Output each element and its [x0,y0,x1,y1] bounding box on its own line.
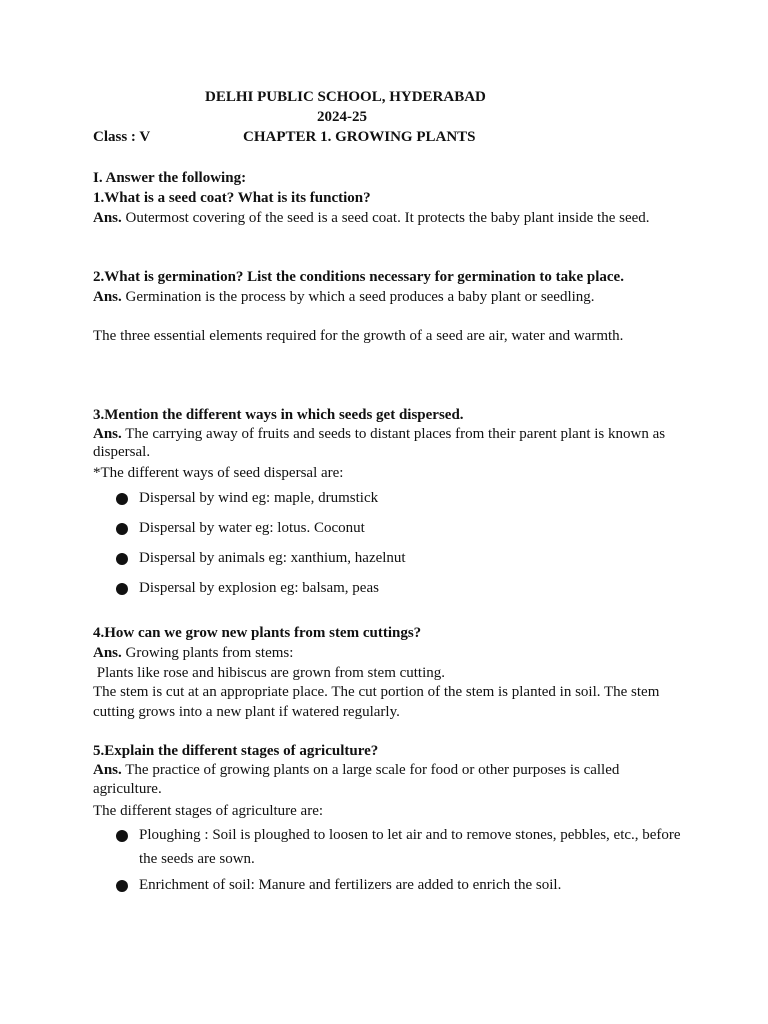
list-item: Dispersal by water eg: lotus. Coconut [116,516,686,540]
ans-label: Ans. [93,762,122,778]
question-5: 5.Explain the different stages of agriculture? [93,743,379,759]
chapter-title: CHAPTER 1. GROWING PLANTS [243,129,476,145]
answer-4-line-2: The stem is cut at an appropriate place. The cut portion of the stem is planted in soil. The stem cutting grows into a new plant if watered regularly. [93,684,660,720]
answer-4-line-1: Plants like rose and hibiscus are grown from stem cutting. [93,665,446,681]
school-name: DELHI PUBLIC SCHOOL, HYDERABAD [205,89,486,105]
ans-label: Ans. [93,426,122,442]
answer-2 [93,287,683,307]
academic-year: 2024-25 [317,109,367,125]
ans-label: Ans. [93,210,122,226]
list-item: Dispersal by wind eg: maple, drumstick [116,486,686,510]
question-3: 3.Mention the different ways in which seeds get dispersed. [93,407,464,423]
list-item: Enrichment of soil: Manure and fertilizers are added to enrich the soil. [116,873,686,897]
bullet-icon [116,583,128,595]
question-1: 1.What is a seed coat? What is its function? [93,190,371,206]
answer-4 [93,643,683,663]
answer-2-text: Germination is the process by which a seed produces a baby plant or seedling. [125,289,595,305]
answer-1-text: Outermost covering of the seed is a seed coat. It protects the baby plant inside the seed. [125,210,650,226]
bullet-icon [116,493,128,505]
class-label: Class : V [93,129,151,145]
answer-3-text: The carrying away of fruits and seeds to distant places from their parent plant is known as dispersal. [93,426,666,460]
answer-5-intro: The different stages of agriculture are: [93,803,324,819]
bullet-icon [116,523,128,535]
answer-5-text: The practice of growing plants on a large scale for food or other purposes is called agriculture. [93,762,620,797]
question-2: 2.What is germination? List the conditions necessary for germination to take place. [93,269,624,285]
answer-2-paragraph: The three essential elements required for the growth of a seed are air, water and warmth. [93,328,624,344]
ans-label: Ans. [93,645,122,661]
ans-label: Ans. [93,289,122,305]
bullet-icon [116,553,128,565]
section-title: I. Answer the following: [93,170,247,186]
answer-3 [93,425,683,461]
list-item: Dispersal by explosion eg: balsam, peas [116,576,686,600]
bullet-icon [116,880,128,892]
answer-5 [93,761,683,799]
answer-3-intro: *The different ways of seed dispersal are: [93,465,344,481]
question-4: 4.How can we grow new plants from stem cuttings? [93,625,422,641]
answer-1 [93,208,683,228]
list-item: Dispersal by animals eg: xanthium, hazelnut [116,546,686,570]
bullet-icon [116,830,128,842]
list-item: Ploughing : Soil is ploughed to loosen to let air and to remove stones, pebbles, etc., before the seeds are sown. [116,823,686,871]
answer-4-text: Growing plants from stems: [125,645,294,661]
